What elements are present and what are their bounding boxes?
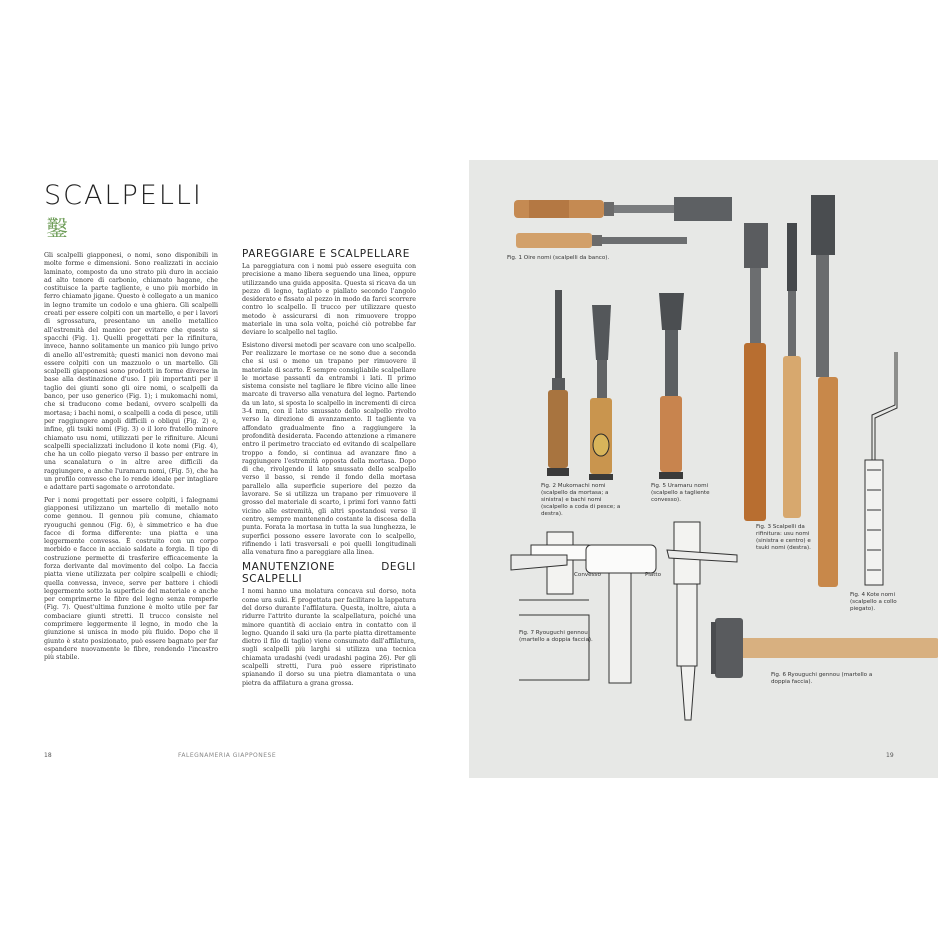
oire-nomi-chisel-bottom-icon bbox=[516, 233, 687, 248]
caption-fig1: Fig. 1 Oire nomi (scalpelli da banco). bbox=[507, 255, 610, 261]
kanji-glyph: 鑿 bbox=[46, 217, 69, 242]
section-heading-pareggiare: PAREGGIARE E SCALPELLARE bbox=[242, 248, 411, 260]
running-title: FALEGNAMERIA GIAPPONESE bbox=[178, 752, 277, 759]
paragraph: La pareggiatura con i nomi può essere eseguita con precisione a mano libera seguendo una linea, oppure utilizzando una guida apposita. Questa si ricava da un pezzo di legno, tagliato e piallato secondo l'angolo desiderato e fissato al pezzo in modo da farci scorrere contro lo scalpello. Il trucco per utilizzare questo metodo è assicurarsi di non rimuovere troppo materiale in una sola volta, poiché ciò potrebbe far deviare lo scalpello nel taglio. bbox=[242, 263, 416, 337]
label-flat: Piatto bbox=[645, 572, 662, 578]
text-column-right bbox=[242, 248, 416, 692]
bachi-nomi-icon bbox=[589, 305, 613, 480]
right-page bbox=[469, 160, 938, 778]
caption-fig4: Fig. 4 Kote nomi (scalpello a collo piegato). bbox=[850, 592, 897, 612]
paragraph: Per i nomi progettati per essere colpiti, i falegnami giapponesi utilizzano un martello di metallo noto come gennou. Il gennou più comune, chiamato ryouguchi gennou (Fig. 6), è simmetrico e ha due facce di forma differente: una piatta e una leggermente convessa. È costruito con un corpo morbido e facce in acciaio saldate a forgia. Il tipo di costruzione permette di trasferire efficacemente la forza derivante dal movimento del colpo. La faccia piatta viene utilizzata per colpire scalpelli e chiodi; quella convessa, invece, serve per battere i chiodi leggermente sotto la superficie del materiale e anche per comprimerne le fibre del legno senza romperle (Fig. 7). Quest'ultima funzione è molto utile per far combaciare giunti stretti. Il trucco consiste nel comprimere leggermente il legno, in modo che la giunzione si unisca in modo più fluido. Dopo che il giunto è stato posizionato, può essere bagnato per far espandere nuovamente le fibre, rendendo l'incastro più stabile. bbox=[44, 496, 218, 662]
page-number-left: 18 bbox=[44, 752, 52, 759]
page-title: SCALPELLI bbox=[44, 180, 203, 211]
caption-fig3: Fig. 3 Scalpelli da rifinitura: usu nomi (sinistra e centro) e tsuki nomi (destra). bbox=[756, 524, 811, 551]
text-column-left bbox=[44, 252, 218, 667]
left-page bbox=[0, 160, 469, 778]
usu-nomi-center-icon bbox=[783, 223, 801, 518]
page-number-right: 19 bbox=[886, 752, 894, 759]
ryouguchi-gennou-hammer-icon bbox=[711, 618, 938, 678]
uramaru-nomi-icon bbox=[659, 293, 684, 479]
paragraph: I nomi hanno una molatura concava sul dorso, nota come ura suki. È progettata per facilitare la lappatura del dorso durante l'affilatura. Questa, inoltre, aiuta a ridurre l'attrito durante la scalpellatura, poiché una minore quantità di acciaio entra in contatto con il legno. Quando il saki ura (la parte piatta direttamente dietro il filo di taglio) viene consumato dall'affilatura, sugli scalpelli più larghi si utilizza una tecnica chiamata uradashi (vedi uradashi pagina 26). Per gli scalpelli stretti, l'ura può essere ripristinato spianando il dorso su una pietra diamantata o una pietra da affilatura a grana grossa. bbox=[242, 588, 416, 687]
gennou-diagram-icon bbox=[511, 522, 737, 720]
caption-fig5: Fig. 5 Uramaru nomi (scalpello a tagliente convesso). bbox=[651, 483, 710, 503]
usu-nomi-left-icon bbox=[744, 223, 768, 521]
paragraph: Gli scalpelli giapponesi, o nomi, sono disponibili in molte forme e dimensioni. Sono realizzati in acciaio laminato, composto da uno strato più duro in acciaio ad alto tenore di carbonio, chiamato hagane, che costituisce la parte tagliente, e uno più morbido in ferro chiamato jigane. Questo è collegato a un manico in legno tramite un codolo e una ghiera. Gli scalpelli creati per essere colpiti con un martello, e per i lavori di sgrossatura, presentano un anello metallico all'estremità del manico per evitare che questo si spacchi (Fig. 1). Quelli progettati per la rifinitura, invece, hanno solitamente un manico più lungo privo di anello all'estremità; questi manici non devono mai essere colpiti con un mazzuolo o un martello. Gli scalpelli giapponesi sono prodotti in forme diverse in base alla destinazione d'uso. I più importanti per il taglio dei giunti sono gli oire nomi, o scalpelli da banco, per uso generico (Fig. 1); i mukomachi nomi, che si traducono come bedani, ovvero scalpelli da mortasa; i bachi nomi, o scalpelli a coda di pesce, utili per raggiungere angoli difficili o obliqui (Fig. 2) e, infine, gli tsuki nomi (Fig. 3) o il loro fratello minore chiamato usu nomi, utilizzati per le rifiniture. Alcuni scalpelli specializzati includono il kote nomi (Fig. 4), che ha un collo piegato verso il basso per entrare in una scanalatura o in altre aree difficili da raggiungere, e anche l'uramaru nomi, (Fig. 5), che ha un profilo convesso che lo rende ideale per intagliare e adattare parti sagomate o arrotondate. bbox=[44, 252, 218, 492]
caption-fig6: Fig. 6 Ryouguchi gennou (martello a doppia faccia). bbox=[771, 672, 873, 685]
section-heading-manutenzione: MANUTENZIONE DEGLI SCALPELLI bbox=[242, 561, 416, 586]
mukomachi-nomi-icon bbox=[547, 290, 569, 476]
kote-nomi-drawing-icon bbox=[865, 352, 897, 585]
paragraph: Esistono diversi metodi per scavare con uno scalpello. Per realizzare le mortase ce ne sono due a seconda che si usi o meno un trapano per rimuovere il materiale di scarto. È sempre consigliabile scalpellare le mortase passanti da entrambi i lati. Il primo sistema consiste nel tagliare le fibre vicino alle linee marcate di traverso alla venatura del legno. Partendo da un lato, si sposta lo scalpello in incrementi di circa 3-4 mm, con il lato smussato dello scalpello rivolto verso la direzione di avanzamento. Il tagliente va affondato gradualmente fino a raggiungere la profondità desiderata. Facendo attenzione a rimanere entro il perimetro tracciato ed evitando di scalpellare troppo a fondo, si continua ad avanzare fino a raggiungere l'estremità opposta della mortasa. Dopo di che, rivolgendo il lato smussato dello scalpello verso il basso, si rende il fondo della mortasa parallelo alla superficie superiore del pezzo da lavorare. Se si utilizza un trapano per rimuovere il grosso del materiale di scarto, i primi fori vanno fatti vicino alle estremità, gli altri spostandosi verso il centro, sempre mantenendo costante la discesa della punta. Forata la mortasa in tutta la sua lunghezza, le superfici possono essere lavorate con lo scalpello, rifinendo i lati trasversali e poi quelli longitudinali alla venatura fino a pareggiare alla linea. bbox=[242, 341, 416, 557]
oire-nomi-chisel-top-icon bbox=[514, 197, 732, 221]
caption-fig2: Fig. 2 Mukomachi nomi (scalpello da mortasa; a sinistra) e bachi nomi (scalpello a coda di pesce; a destra). bbox=[541, 483, 621, 517]
caption-fig7: Fig. 7 Ryouguchi gennou (martello a doppia faccia). bbox=[519, 630, 593, 643]
label-convex: Convesso bbox=[574, 572, 601, 578]
